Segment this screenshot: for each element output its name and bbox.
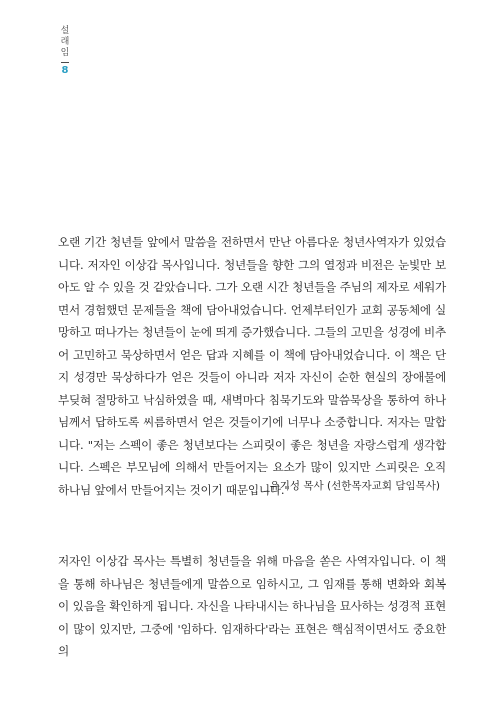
body-paragraph: 저자인 이상갑 목사는 특별히 청년들을 위해 마음을 쏟은 사역자입니다. 이 책을 통해 하나님은 청년들에게 말씀으로 임하시고, 그 임재를 통해 변화와 회복이 있음을 확인하게 됩니다. 자신을 나타내시는 하나님을 묘사하는 성경적 표현이 많이 있지만, 그중에 '임하다. 임재하다'라는 표현은 핵심적이면서도 중요한 의 (58, 554, 446, 658)
book-title-char: 임 (60, 48, 70, 58)
page-number: 8 (61, 65, 69, 76)
header-divider (61, 62, 69, 63)
book-title-char: 설 (60, 26, 70, 36)
running-header (58, 26, 72, 77)
endorsement-block (58, 231, 446, 501)
body-block (58, 550, 446, 663)
endorsement-attribution: _유기성 목사 (선한목자교회 담임목사) (264, 480, 440, 492)
endorsement-text: 오랜 기간 청년들 앞에서 말씀을 전하면서 만난 아름다운 청년사역자가 있었습니다. 저자인 이상갑 목사입니다. 청년들을 향한 그의 열정과 비전은 눈빛만 보아도 알 수 있을 것 같았습니다. 그가 오랜 시간 청년들을 주님의 제자로 세워가면서 경험했던 문제들을 책에 담아내었습니다. 언제부터인가 교회 공동체에 실망하고 떠나가는 청년들이 눈에 띄게 증가했습니다. 그들의 고민을 성경에 비추어 고민하고 묵상하면서 얻은 답과 지혜를 이 책에 담아내었습니다. 이 책은 단지 성경만 묵상하다가 얻은 것들이 아니라 저자 자신이 순한 현실의 장애물에 부딪혀 절망하고 낙심하였을 때, 새벽마다 침묵기도와 말씀묵상을 통하여 하나님께서 답하도록 씨름하면서 얻은 것들이기에 너무나 소중합니다. 저자는 말합니다. "저는 스펙이 좋은 청년보다는 스피릿이 좋은 청년을 자랑스럽게 생각합니다. 스펙은 부모님에 의해서 만들어지는 요소가 많이 있지만 스피릿은 오직 하나님 앞에서 만들어지는 것이기 때문입니다." (58, 235, 446, 497)
book-title-char: 래 (60, 37, 70, 47)
